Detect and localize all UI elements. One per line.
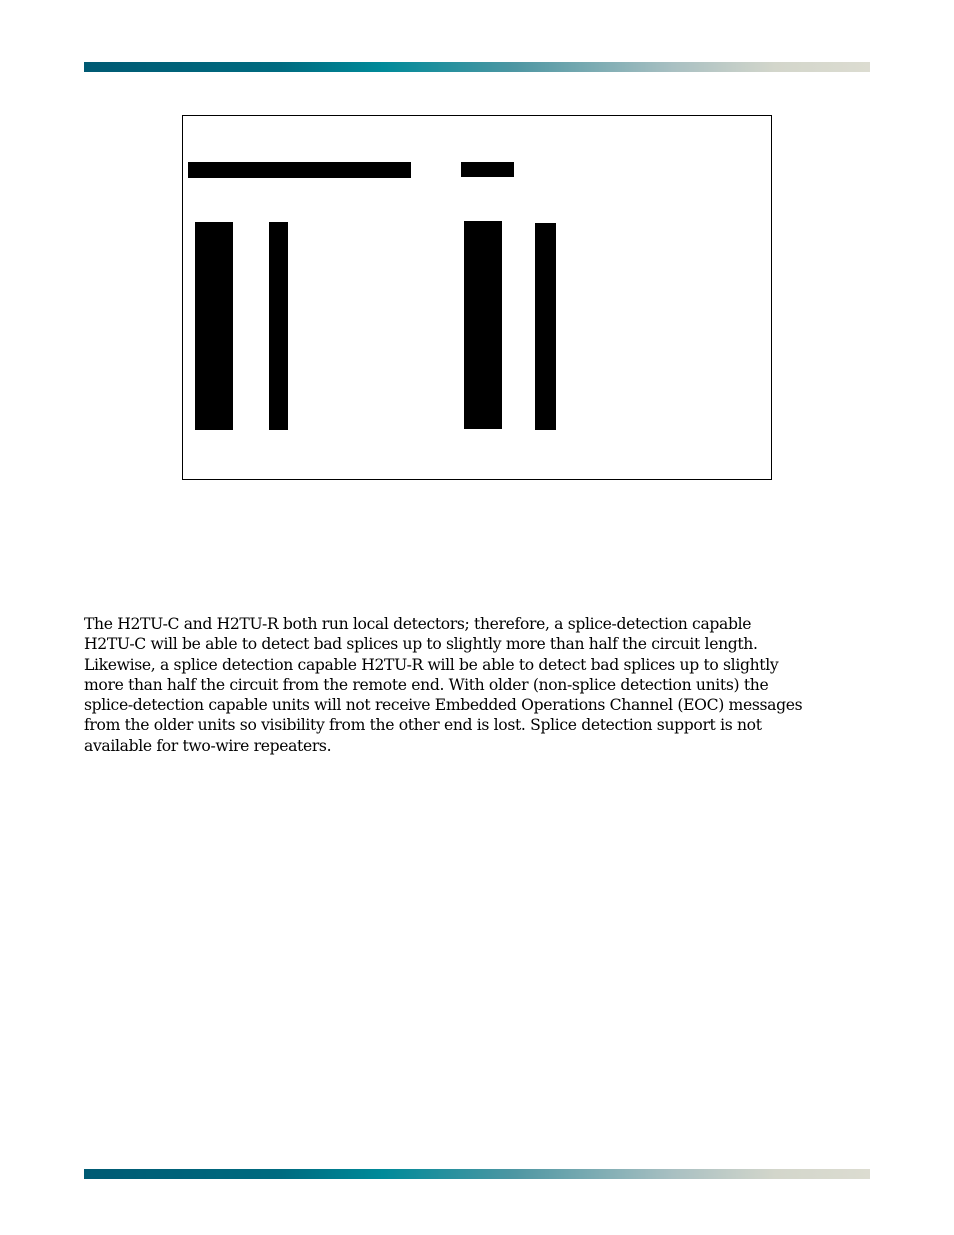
- body-line: more than half the circuit from the remote end. With older (non-splice detection units) the: [84, 675, 769, 694]
- body-line: The H2TU-C and H2TU-R both run local detectors; therefore, a splice-detection capable: [84, 615, 752, 633]
- body-line: Likewise, a splice detection capable H2TU-R will be able to detect bad splices up to slightly: [84, 655, 779, 674]
- redacted-column-3: [464, 221, 502, 429]
- footer-rule: [84, 1169, 870, 1179]
- body-line: available for two-wire repeaters.: [84, 736, 332, 755]
- body-line: H2TU-C will be able to detect bad splices up to slightly more than half the circuit length.: [84, 635, 758, 654]
- body-line: splice-detection capable units will not receive Embedded Operations Channel (EOC) messages: [84, 696, 803, 715]
- body-line: from the older units so visibility from the other end is lost. Splice detection support is not: [84, 716, 762, 735]
- redacted-label-block: [461, 162, 514, 177]
- screen-figure: [182, 115, 772, 480]
- body-paragraph: [84, 614, 874, 756]
- redacted-title-block: [188, 162, 411, 178]
- redacted-column-2: [269, 222, 288, 430]
- header-rule: [84, 62, 870, 72]
- redacted-column-4: [535, 223, 556, 430]
- redacted-column-1: [195, 222, 233, 430]
